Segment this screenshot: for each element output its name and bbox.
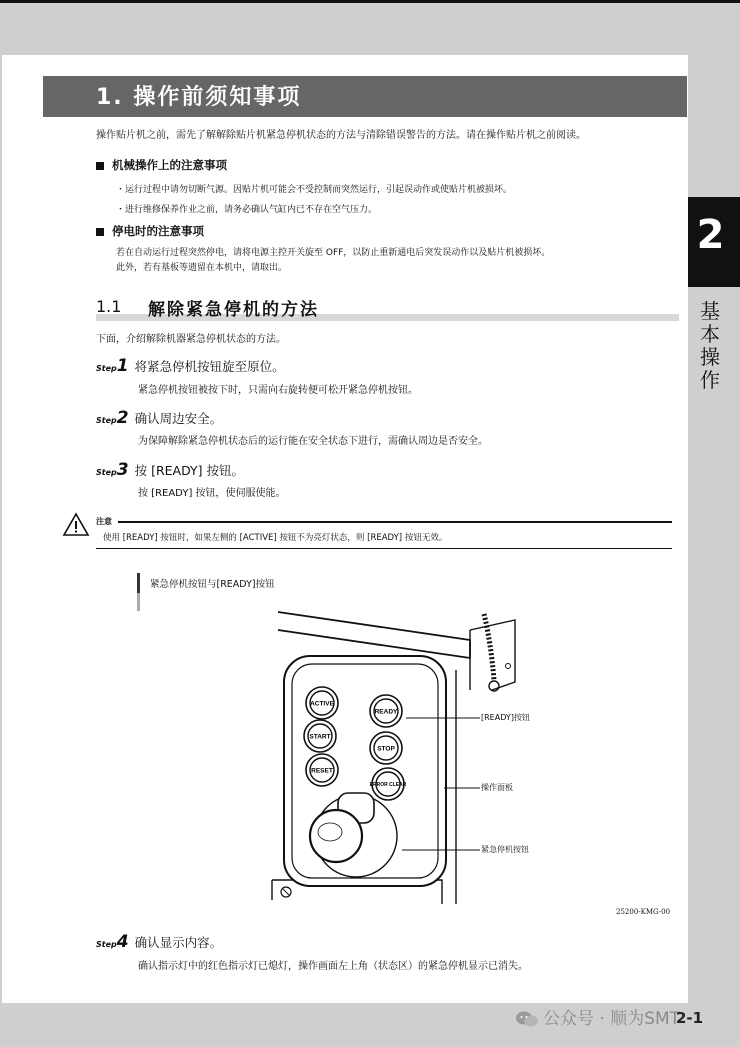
- power-outage-line: 若在自动运行过程突然停电，请将电源主控开关旋至 OFF，以防止重新通电后突发误动作以及贴片机被损坏。: [116, 248, 551, 258]
- step-3-description: 按 [READY] 按钮，使伺服使能。: [138, 488, 286, 499]
- chapter-tab-label: 基 本 操 作: [700, 299, 720, 392]
- step-3-heading: Step3 按 [READY] 按钮。: [96, 460, 245, 480]
- caution-label: 注意: [96, 517, 112, 526]
- active-button: [306, 687, 338, 719]
- chapter-title: 1. 操作前须知事项: [96, 85, 302, 110]
- start-button: [304, 720, 336, 752]
- ready-button: [370, 695, 402, 727]
- square-bullet-icon: [96, 228, 104, 236]
- svg-text:READY: READY: [374, 708, 398, 716]
- watermark: 公众号 · 顺为SMT: [515, 1004, 680, 1029]
- section-intro: 下面，介绍解除机器紧急停机状态的方法。: [96, 334, 286, 345]
- top-border: [0, 0, 740, 3]
- figure-title: 紧急停机按钮与[READY]按钮: [150, 579, 275, 590]
- stop-button: [370, 732, 402, 764]
- caution-rule-top: [118, 521, 672, 523]
- machine-ops-heading: 机械操作上的注意事项: [96, 157, 227, 173]
- machine-ops-bullet: ・进行维修保养作业之前，请务必确认气缸内已不存在空气压力。: [116, 205, 378, 215]
- page-number: 2-1: [676, 1009, 704, 1027]
- svg-text:RESET: RESET: [311, 767, 333, 775]
- figure-code: 25200-KMG-00: [616, 908, 671, 916]
- chapter-tab-number: 2: [696, 212, 725, 258]
- callout-emergency-stop: 紧急停机按钮: [481, 845, 529, 854]
- step-1-description: 紧急停机按钮被按下时，只需向右旋转便可松开紧急停机按钮。: [138, 385, 418, 396]
- callout-operation-panel: 操作面板: [481, 783, 513, 792]
- svg-text:START: START: [309, 733, 331, 741]
- step-1-heading: Step1 将紧急停机按钮旋至原位。: [96, 356, 285, 376]
- section-number: 1.1: [96, 297, 122, 316]
- power-outage-line: 此外，若有基板等遗留在本机中，请取出。: [116, 263, 288, 273]
- svg-text:ACTIVE: ACTIVE: [310, 700, 334, 708]
- wechat-icon: [515, 1010, 539, 1028]
- figure-title-marker: [137, 573, 140, 593]
- step-4-description: 确认指示灯中的红色指示灯已熄灯，操作画面左上角（状态区）的紧急停机显示已消失。: [138, 961, 528, 972]
- step-2-heading: Step2 确认周边安全。: [96, 408, 223, 428]
- svg-text:ERROR CLEAR: ERROR CLEAR: [369, 782, 407, 788]
- reset-button: [306, 754, 338, 786]
- square-bullet-icon: [96, 162, 104, 170]
- operation-panel-illustration: [230, 610, 520, 906]
- step-2-description: 为保障解除紧急停机状态后的运行能在安全状态下进行，需确认周边是否安全。: [138, 436, 488, 447]
- step-4-heading: Step4 确认显示内容。: [96, 932, 223, 952]
- callout-ready-button: [READY]按钮: [481, 713, 530, 722]
- machine-ops-bullet: ・运行过程中请勿切断气源。因贴片机可能会不受控制而突然运行，引起误动作或使贴片机被损坏。: [116, 185, 513, 195]
- warning-triangle-icon: [62, 512, 90, 537]
- svg-text:STOP: STOP: [377, 745, 395, 753]
- chapter-intro: 操作贴片机之前，需先了解解除贴片机紧急停机状态的方法与清除错误警告的方法。请在操作贴片机之前阅读。: [96, 130, 586, 141]
- caution-text: 使用 [READY] 按钮时，如果左侧的 [ACTIVE] 按钮不为亮灯状态，则 [READY] 按钮无效。: [103, 533, 448, 543]
- power-outage-heading: 停电时的注意事项: [96, 223, 204, 239]
- figure-title-marker-light: [137, 593, 140, 611]
- caution-rule-bottom: [96, 548, 672, 549]
- cable-icon: [484, 614, 511, 691]
- section-title: 解除紧急停机的方法: [148, 300, 319, 320]
